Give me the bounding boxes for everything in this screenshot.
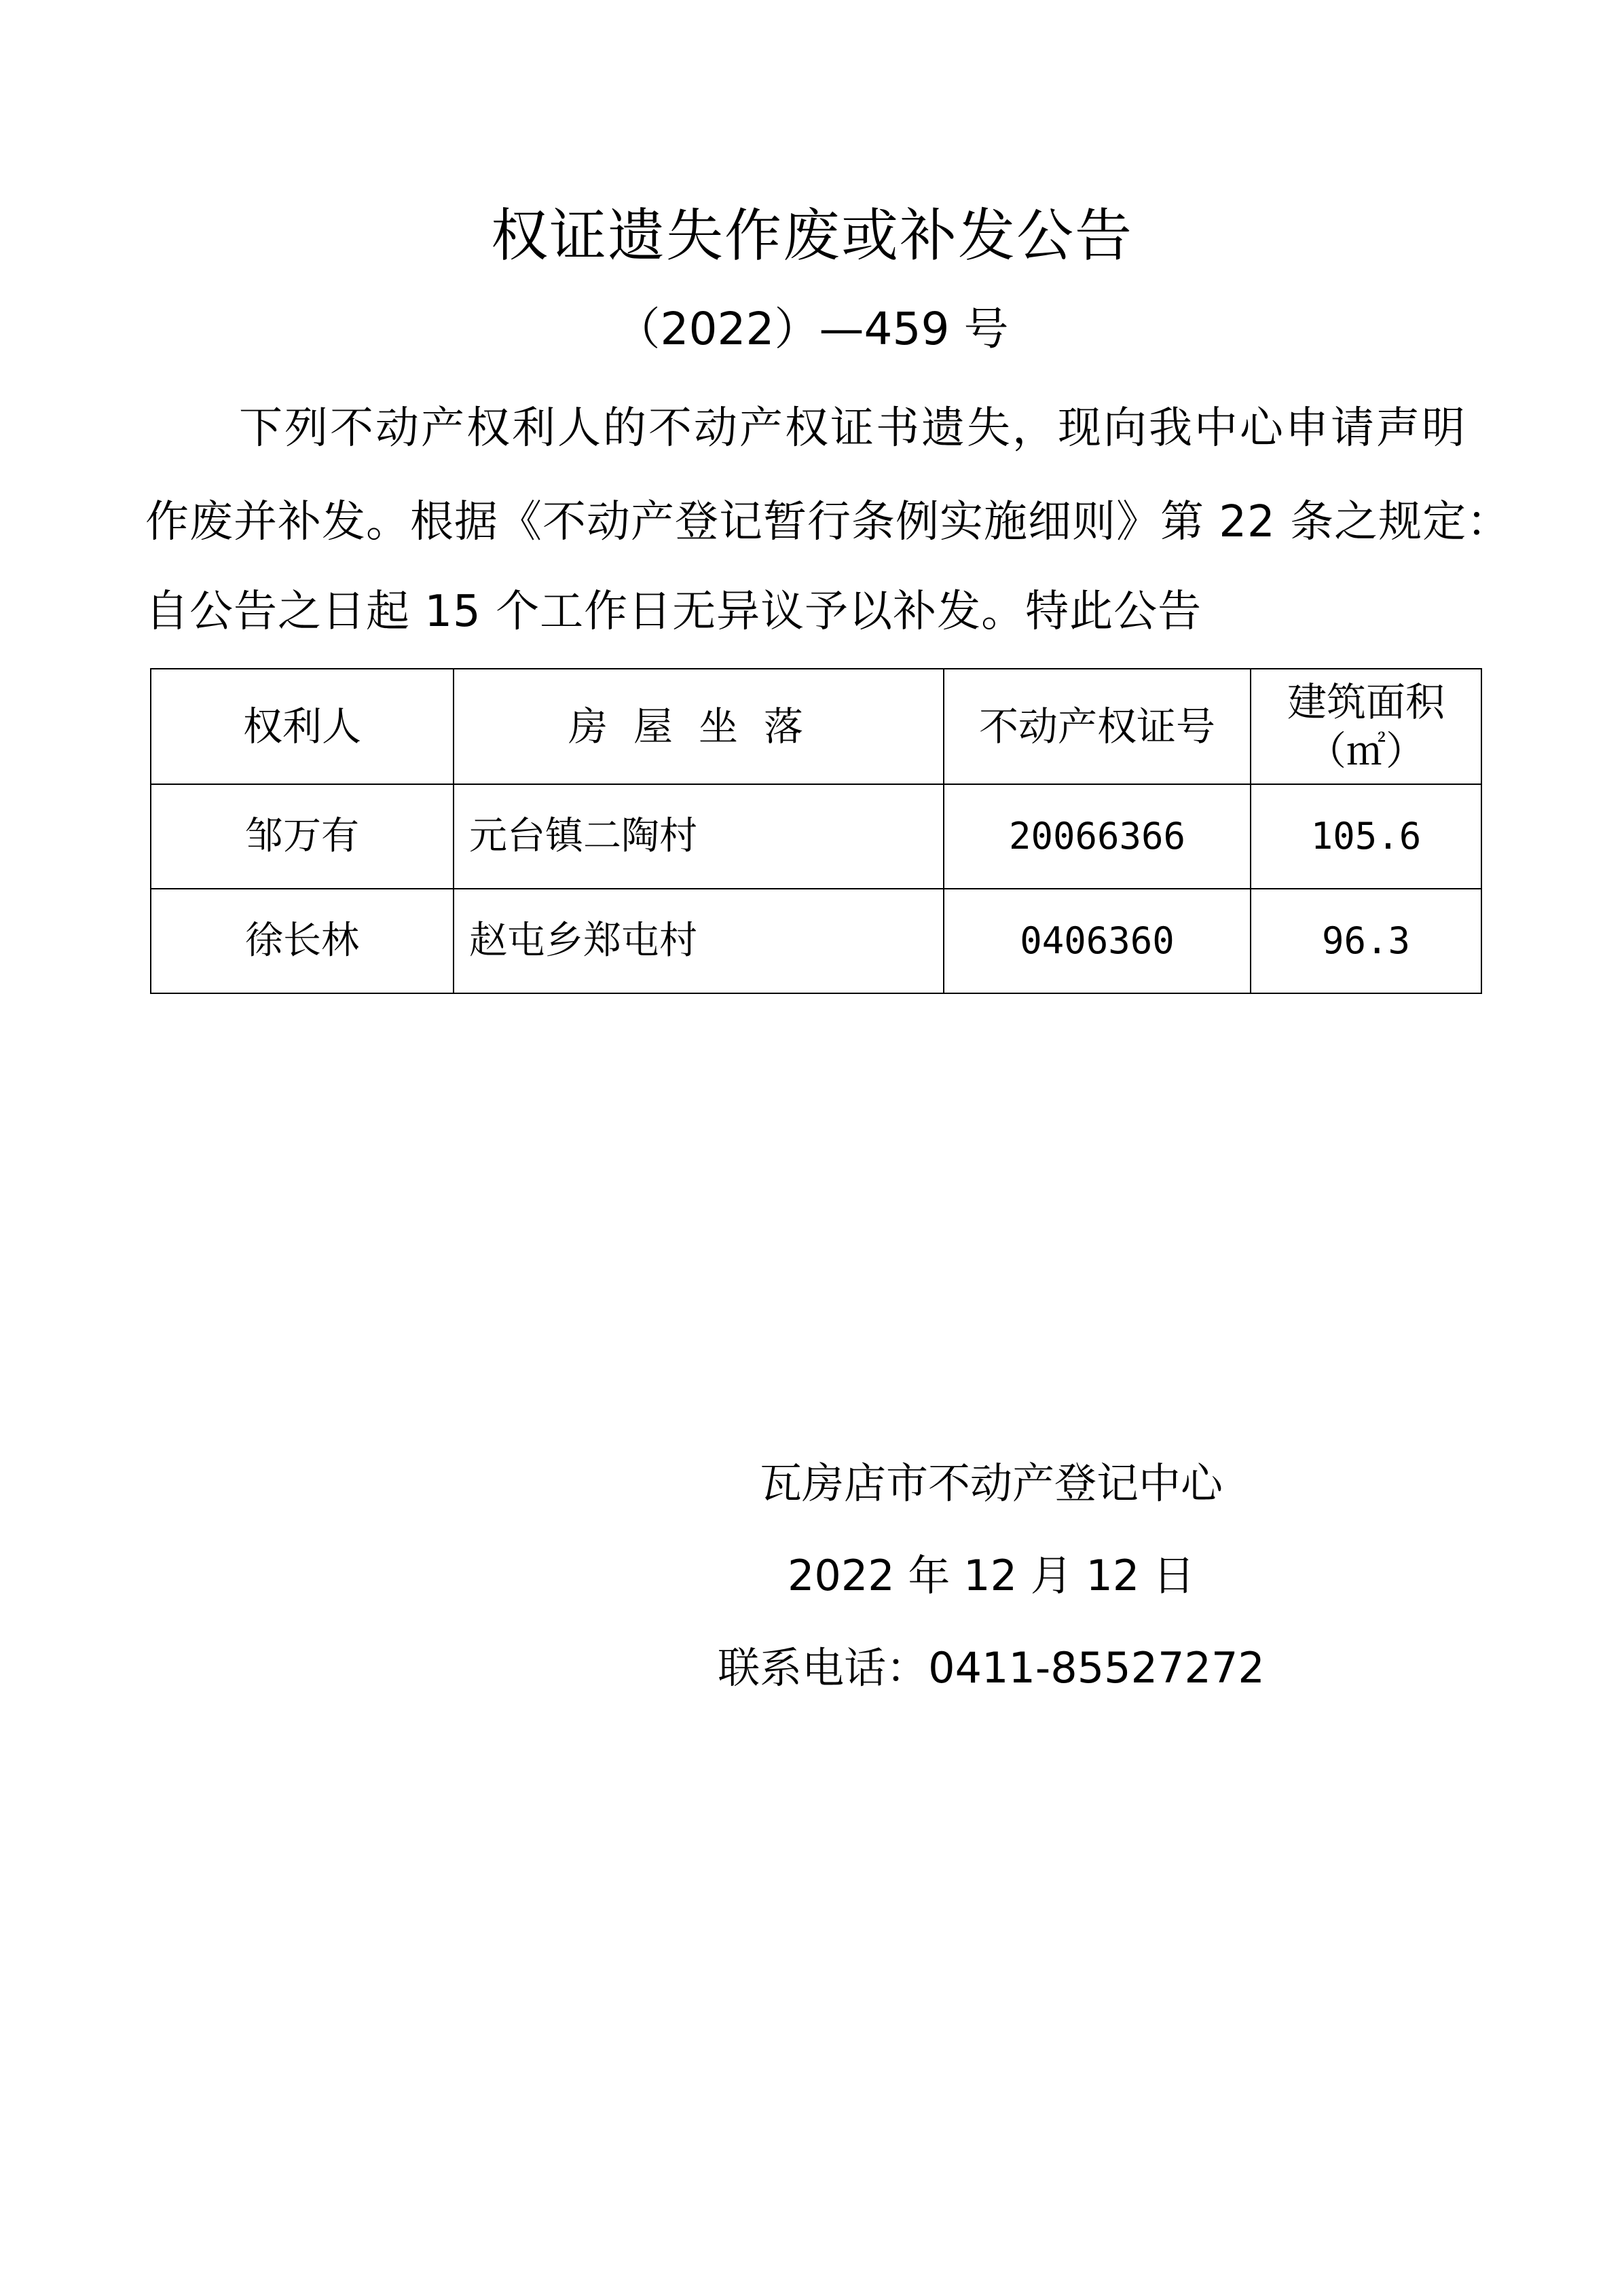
header-area-unit: （㎡） — [1306, 728, 1425, 774]
cell-area: 96.3 — [1251, 889, 1481, 993]
cell-area: 105.6 — [1251, 784, 1481, 889]
document-number: （2022）—459 号 — [615, 303, 1009, 355]
cell-holder: 徐长林 — [151, 889, 454, 993]
table-row — [151, 784, 1481, 889]
issuing-organization: 瓦房店市不动产登记中心 — [759, 1458, 1223, 1508]
lost-certificate-table — [150, 668, 1482, 994]
header-location — [454, 669, 944, 784]
contact-phone: 联系电话：0411-85527272 — [718, 1643, 1265, 1693]
cell-holder: 邹万有 — [151, 784, 454, 889]
notice-paragraph-line-2: 作废并补发。根据《不动产登记暂行条例实施细则》第 22 条之规定： — [145, 497, 1511, 547]
table-row — [151, 889, 1481, 993]
header-location-label: 房屋坐落 — [568, 703, 829, 750]
issue-date: 2022 年 12 月 12 日 — [787, 1551, 1196, 1600]
header-area — [1251, 669, 1481, 784]
cell-location: 赵屯乡郑屯村 — [454, 889, 944, 993]
cell-cert-number: 20066366 — [944, 784, 1251, 889]
header-cert-number: 不动产权证号 — [944, 669, 1251, 784]
notice-paragraph-line-3: 自公告之日起 15 个工作日无异议予以补发。特此公告 — [145, 587, 1202, 637]
header-area-label: 建筑面积 — [1287, 679, 1445, 725]
table-header-row — [151, 669, 1481, 784]
header-holder: 权利人 — [151, 669, 454, 784]
notice-title: 权证遗失作废或补发公告 — [490, 202, 1133, 269]
cell-location: 元台镇二陶村 — [454, 784, 944, 889]
notice-paragraph-line-1: 下列不动产权利人的不动产权证书遗失，现向我中心申请声明 — [239, 403, 1467, 454]
cell-cert-number: 0406360 — [944, 889, 1251, 993]
